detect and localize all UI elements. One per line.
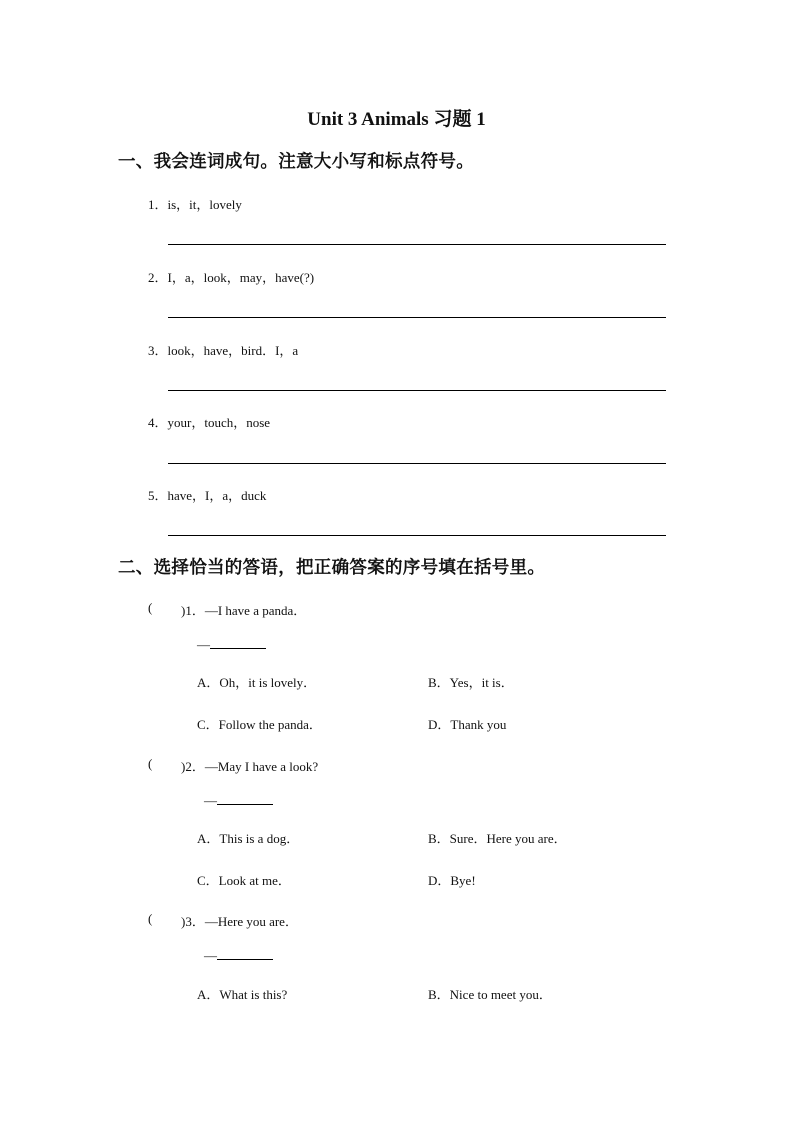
answer-paren-open-1: ( — [148, 600, 153, 615]
reply-blank[interactable] — [217, 792, 273, 805]
option-3b: B．Nice to meet you． — [428, 987, 552, 1002]
choice-question-stem-3: )3．—Here you are． — [181, 914, 298, 929]
answer-bracket-3[interactable] — [154, 909, 180, 927]
option-2a: A．This is a dog． — [197, 831, 300, 846]
choice-question-stem-1: )1．—I have a panda． — [181, 603, 307, 618]
section-heading-2: 二、选择恰当的答语，把正确答案的序号填在括号里。 — [118, 558, 546, 578]
answer-line-2[interactable] — [168, 317, 666, 318]
option-1c: C．Follow the panda． — [197, 717, 322, 732]
page-title: Unit 3 Animals 习题 1 — [307, 109, 486, 130]
option-2d: D．Bye! — [428, 873, 476, 888]
answer-bracket-1[interactable] — [154, 598, 180, 616]
reply-dash: — — [204, 948, 217, 963]
answer-line-3[interactable] — [168, 390, 666, 391]
reply-line-3[interactable] — [204, 947, 273, 964]
reply-line-1[interactable] — [197, 636, 266, 653]
answer-paren-open-3: ( — [148, 911, 153, 926]
reply-dash: — — [197, 637, 210, 652]
reply-dash: — — [204, 793, 217, 808]
answer-bracket-2[interactable] — [154, 754, 180, 772]
reply-line-2[interactable] — [204, 792, 273, 809]
option-1b: B．Yes，it is． — [428, 675, 514, 690]
reply-blank[interactable] — [210, 636, 266, 649]
reply-blank[interactable] — [217, 947, 273, 960]
answer-line-4[interactable] — [168, 463, 666, 464]
question-item-3: 3．look，have，bird．I，a — [148, 343, 299, 358]
question-item-1: 1．is，it，lovely — [148, 197, 242, 212]
answer-line-1[interactable] — [168, 244, 666, 245]
option-1d: D．Thank you — [428, 717, 507, 732]
option-2c: C．Look at me． — [197, 873, 291, 888]
question-item-5: 5．have，I，a，duck — [148, 488, 267, 503]
choice-question-stem-2: )2．—May I have a look? — [181, 759, 319, 774]
option-3a: A．What is this? — [197, 987, 288, 1002]
question-item-4: 4．your，touch，nose — [148, 415, 271, 430]
answer-line-5[interactable] — [168, 535, 666, 536]
section-heading-1: 一、我会连词成句。注意大小写和标点符号。 — [118, 152, 474, 172]
answer-paren-open-2: ( — [148, 756, 153, 771]
question-item-2: 2．I，a，look，may，have(?) — [148, 270, 315, 285]
option-2b: B．Sure．Here you are． — [428, 831, 567, 846]
option-1a: A．Oh，it is lovely． — [197, 675, 317, 690]
